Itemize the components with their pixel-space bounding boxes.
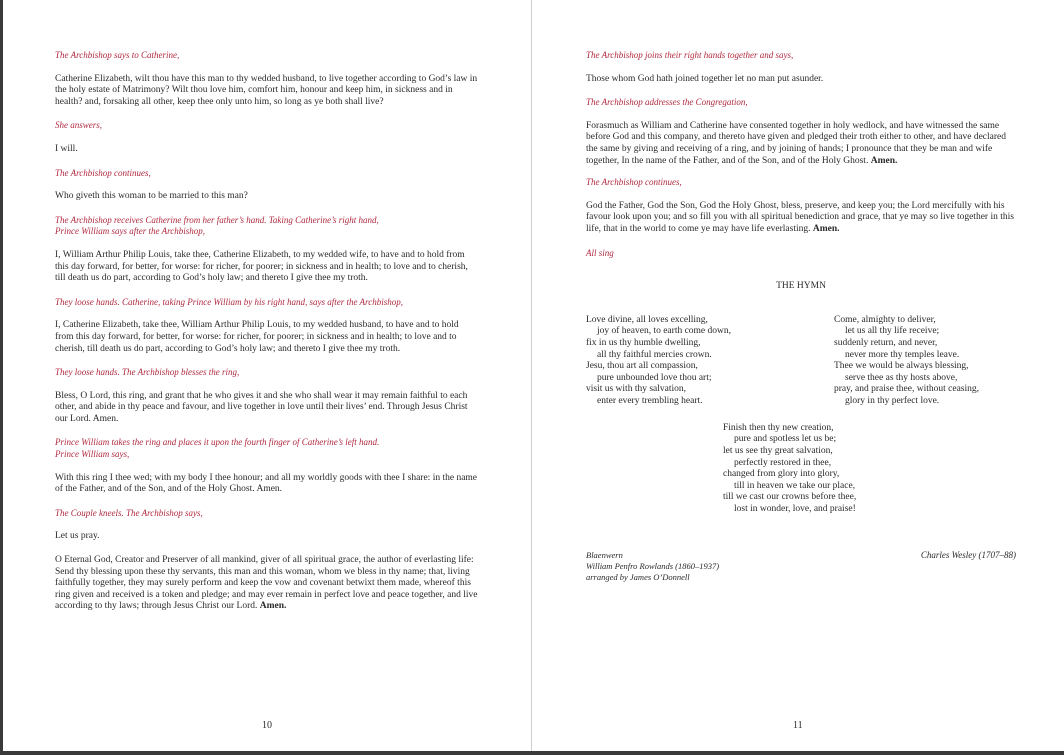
verse-line: all thy faithful mercies crown. — [597, 349, 712, 360]
words-credit: Charles Wesley (1707–88) — [920, 550, 1016, 561]
page-number: 10 — [262, 720, 272, 731]
music-credits — [586, 550, 719, 583]
prayer-intro: Let us pray. — [55, 531, 100, 542]
rubric: The Archbishop continues, — [586, 177, 682, 188]
verse-line: let us see thy great salvation, — [723, 445, 833, 456]
hymn-verse-3 — [723, 423, 1016, 516]
verse-line: glory in thy perfect love. — [845, 395, 940, 406]
rubric: The Archbishop receives Catherine from her father’s hand. Taking Catherine’s right hand, — [55, 214, 379, 225]
rubric: Prince William says after the Archbishop, — [55, 226, 205, 237]
verse-line: fix in us thy humble dwelling, — [586, 337, 701, 348]
prayer-text — [55, 555, 478, 613]
rubric: The Couple kneels. The Archbishop says, — [55, 507, 203, 518]
verse-line: till in heaven we take our place, — [734, 480, 856, 491]
left-page-content — [55, 50, 478, 613]
amen: Amen. — [870, 155, 898, 166]
rubric: They loose hands. Catherine, taking Prince William by his right hand, says after the Archbishop, — [55, 296, 403, 307]
amen: Amen. — [812, 223, 840, 234]
hymn-verse-1 — [586, 315, 731, 408]
right-page — [532, 0, 1064, 751]
verse-line: pure unbounded love thou art; — [597, 372, 712, 383]
rubric: She answers, — [55, 120, 102, 131]
verse-line: never more thy temples leave. — [845, 349, 960, 360]
hymn-credits — [586, 550, 1016, 586]
ring-vow: With this ring I thee wed; with my body I thee honour; and all my worldly goods with thee I share: in the name of the Father, and of the Son, and of the Holy Ghost. Amen. — [55, 472, 478, 495]
blessing-body: God the Father, God the Son, God the Holy Ghost, bless, preserve, and keep you; the Lord mercifully with his favour look upon you; and so fill you with all spiritual benediction and grace, that ye may so live together in this life, that in the world to come ye may have life everlasting. — [586, 200, 1014, 234]
verse-line: let us all thy life receive; — [845, 326, 940, 337]
vow-question-catherine: Catherine Elizabeth, wilt thou have this man to thy wedded husband, to live together according to God’s law in the holy estate of Matrimony? Wilt thou love him, comfort him, honour and keep him, in sickness and in health? and, forsaking all other, keep thee only unto him, so long as ye both shall live? — [55, 73, 478, 107]
amen: Amen. — [259, 601, 287, 612]
verse-line: Jesu, thou art all compassion, — [586, 361, 698, 372]
verse-line: pray, and praise thee, without ceasing, — [834, 384, 980, 395]
hymn-verses-row — [586, 315, 1016, 415]
rubric: Prince William takes the ring and places it upon the fourth finger of Catherine’s left hand. — [55, 437, 380, 448]
blessing — [586, 201, 1016, 236]
verse-line: pure and spotless let us be; — [734, 434, 837, 445]
verse-line: enter every trembling heart. — [597, 395, 703, 406]
composer: William Penfro Rowlands (1860–1937) — [586, 561, 720, 572]
question-text: Who giveth this woman to be married to this man? — [55, 191, 248, 202]
rubric: All sing — [586, 247, 614, 258]
declaration-text: Those whom God hath joined together let no man put asunder. — [586, 73, 824, 84]
rubric: The Archbishop continues, — [55, 167, 151, 178]
answer-text: I will. — [55, 143, 78, 154]
rubric: They loose hands. The Archbishop blesses the ring, — [55, 367, 240, 378]
vow-william: I, William Arthur Philip Louis, take thee, Catherine Elizabeth, to my wedded wife, to have and to hold from this day forward, for better, for worse: for richer, for poorer; in sickness and in health; to love and to cherish, till death us do part, according to God’s holy law; and thereto I give thee my troth. — [55, 249, 468, 284]
rubric: The Archbishop says to Catherine, — [55, 50, 180, 60]
arranger: arranged by James O’Donnell — [586, 572, 690, 583]
verse-line: lost in wonder, love, and praise! — [734, 503, 856, 514]
pronouncement-body: Forasmuch as William and Catherine have consented together in holy wedlock, and have witnessed the same before God and this company, and thereto have given and pledged their troth either to other, and have declared the same by giving and receiving of a ring, and by joining of hands; I pronounce that they be man and wife together, In the name of the Father, and of the Son, and of the Holy Ghost. — [586, 120, 1007, 166]
rubric: The Archbishop joins their right hands together and says, — [586, 50, 794, 60]
verse-line: serve thee as thy hosts above, — [845, 372, 958, 383]
verse-line: till we cast our crowns before thee, — [723, 492, 857, 503]
right-page-content — [586, 50, 1016, 586]
verse-line: changed from glory into glory, — [723, 469, 840, 480]
ring-blessing: Bless, O Lord, this ring, and grant that he who gives it and she who shall wear it may remain faithful to each other, and abide in thy peace and favour, and live together in love until their lives’ end. Through Jesus Christ our Lord. Amen. — [55, 390, 468, 424]
verse-line: Thee we would be always blessing, — [834, 361, 969, 372]
tune-name: Blaenwern — [586, 550, 623, 561]
verse-line: Come, almighty to deliver, — [834, 314, 936, 325]
prayer-body: O Eternal God, Creator and Preserver of all mankind, giver of all spiritual grace, the author of everlasting life: Send thy blessing upon these thy servants, this man and this woman, whom we bless in thy name; that, living faithfully together, they may surely perform and keep the vow and covenant betwixt them made, whereof this ring given and received is a token and pledge; and may ever remain in perfect love and peace together, and live according to thy laws; through Jesus Christ our Lord. — [55, 555, 478, 612]
verse-line: perfectly restored in thee, — [734, 457, 832, 468]
hymn-verse-2 — [834, 315, 979, 408]
rubric: Prince William says, — [55, 449, 130, 460]
hymn-title: THE HYMN — [776, 281, 826, 292]
left-page — [3, 0, 531, 751]
frame-bottom-edge — [0, 751, 1064, 755]
pronouncement — [586, 121, 1016, 167]
verse-line: Finish then thy new creation, — [723, 422, 834, 433]
verse-line: Love divine, all loves excelling, — [586, 314, 708, 325]
verse-line: visit us with thy salvation, — [586, 384, 687, 395]
verse-line: joy of heaven, to earth come down, — [597, 326, 732, 337]
vow-catherine: I, Catherine Elizabeth, take thee, William Arthur Philip Louis, to my wedded husband, to have and to hold from this day forward, for better, for worse: for richer, for poorer; in sickness and in health; to love and to cherish, till death us do part, according to God’s holy law; and thereto I give thee my troth. — [55, 320, 459, 354]
verse-line: suddenly return, and never, — [834, 337, 938, 348]
rubric: The Archbishop addresses the Congregation, — [586, 97, 748, 108]
page-number: 11 — [793, 720, 803, 731]
